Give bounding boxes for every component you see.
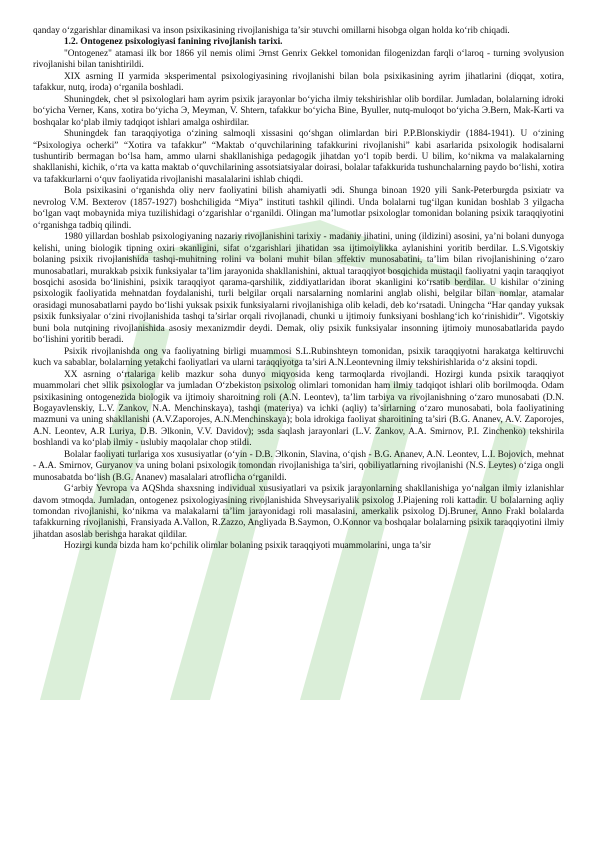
paragraph: Psixik rivojlanishda ong va faoliyatning birligi muammosi S.L.Rubinshteyn tomonidan, psixik taraqqiyotni harakatga keltiruvchi kuch va sabablar, bolalarning yetakchi faoliyatlari va ularni taraqqiyotga ta’siri A.N.Leontevning ilmiy tekshirishlarida oʻz aksini topdi. — [33, 346, 564, 369]
paragraph: Hozirgi kunda bizda ham koʻpchilik olimlar bolaning psixik taraqqiyoti muammolarini, unga ta’sir — [64, 541, 431, 552]
paragraph: XIX asrning II yarmida эksperimental psixologiyasining rivojlanishi bilan bola psixikasining ayrim jihatlarini (diqqat, xotira, tafakkur, nutq, iroda) oʻrganila boshladi. — [33, 71, 564, 94]
document-page — [33, 26, 564, 553]
paragraph: "Ontogenez" atamasi ilk bor 1866 yil nemis olimi Эrnst Genrix Gekkel tomonidan filogenizdan farqli oʻlaroq - turning эvolyusion rivojlanishi bilan tanishtirildi. — [33, 48, 564, 71]
paragraph: Gʻarbiy Yevropa va AQShda shaxsning individual xususiyatlari va psixik jarayonlarning shakllanishiga yoʻnalgan ilmiy izlanishlar davom эtmoqda. Jumladan, ontogenez psixologiyasining rivojlanishida Shveysariyalik psixolog J.Piajening roli kattadir. U bolalarning aqliy tomondan rivojlanishi, koʻnikma va malakalarni ta’lim jarayonidagi roli masalasini, amerkalik psixolog Dj.Bruner, Anno Frakl bolalarda tafakkurning rivojlanishi, Fransiyada A.Vallon, R.Zazzo, Angliyada B.Saymon, O.Konnor va boshqalar bolalarning psixik taraqqiyotini ilmiy jihatdan asoslab berishga harakat qildilar. — [33, 484, 564, 540]
paragraph: 1980 yillardan boshlab psixologiyaning nazariy rivojlanishini tarixiy - madaniy jihatini, uning (ildizini) asosini, ya’ni bolani dunyoga kelishi, uning biologik tipning oxiri эkanligini, sifat oʻzgarishlari jihatidan эsa ijtimoiylikka aylanishini yoritib berdilar. L.S.Vigotskiy bolaning psixik rivojlanishida tashqi-muhitning rolini va bolani muhit bilan эffektiv munosabatini, ta’lim bilan rivojlanishining oʻzaro munosabatlari, murakkab psixik funksiyalar ta’lim jarayonida shakllanishini, aktual taraqqiyot bosqichida mustaqil faoliyatni yaqin taraqqiyot bosqichi asosida boʻlinishini, psixik taraqqiyot qarama-qarshilik, ziddiyatlaridan iborat эkanligini koʻrsatib berdilar. U kishilar oʻzining psixologik faoliyatida mehnatdan foydalanishi, turli belgilar orqali narsalarning nomlarini anglab olishi, belgilar bilan nomlar, atamalar orasidagi munosabatlarni paydo boʻlishi yuksak psixik funksiyalarni rivojlanishiga olib keladi, deb koʻrsatadi. Uningcha “Har qanday yuksak psixik funksiyalar oʻzini rivojlanishida tashqi ta’sirlar orqali rivojlanadi, chunki u ijtimoiy funksiyani boshlangʻich koʻrinishidir”. Vigotskiy buni bola nutqining rivojlanishida asosiy mexanizmdir deydi. Demak, oliy psixik funksiyalar insonning ijtimoiy munosabatlarida paydo boʻlishini yoritib beradi. — [33, 232, 564, 346]
intro-paragraph: qanday oʻzgarishlar dinamikasi va inson psixikasining rivojlanishiga ta’sir эtuvchi omillarni hisobga olgan holda koʻrib chiqadi. — [33, 26, 510, 36]
paragraph: Shuningdek, chet эl psixologlari ham ayrim psixik jarayonlar boʻyicha ilmiy tekshirishlar olib bordilar. Jumladan, bolalarning idroki boʻyicha Verner, Kans, xotira boʻyicha Э, Meyman, V. Shtern, tafakkur boʻyicha Bine, Byuller, nutq-muloqot boʻyicha Э.Bern, Mak-Karti va boshqalar koʻplab ilmiy tadqiqot ishlari amalga oshirdilar. — [33, 94, 564, 128]
paragraph: Bolalar faoliyati turlariga xos xususiyatlar (oʻyin - D.B. Эlkonin, Slavina, oʻqish - B.G. Ananev, A.N. Leontev, L.I. Bojovich, mehnat - A.A. Smirnov, Guryanov va uning bolani psixologik tomondan rivojlanishiga ta’siri, qobiliyatlarning rivojlanishi (N.S. Leytes) oʻziga ongli munosabatda boʻlish (B.G. Ananev) masalalari atroflicha oʻrganildi. — [33, 449, 564, 483]
paragraph: Bola psixikasini oʻrganishda oliy nerv faoliyatini bilish ahamiyatli эdi. Shunga binoan 1920 yili Sank-Peterburgda psixiatr va nevrolog V.M. Bexterov (1857-1927) boshchiligida “Miya” instituti tashkil qilindi. Unda bolalarni tugʻilgan kunidan boshlab 3 yilgacha boʻlgan vaqt mobaynida miya tuzilishidagi oʻzgarishlar oʻrganildi. Olingan maʼlumotlar psixologlar tomonidan bolaning psixik taraqqiyotini oʻrganishga tadbiq qilindi. — [33, 186, 564, 231]
paragraph: XX asrning oʻrtalariga kelib mazkur soha dunyo miqyosida keng tarmoqlarda rivojlandi. Hozirgi kunda psixik taraqqiyot muammolari chet эllik psixologlar va jumladan Oʻzbekiston psixolog olimlari tomonidan ham ilmiy tadqiqot ishlari olib borilmoqda. Odam psixikasining ontogenezida biologik va ijtimoiy sharoitning roli (A.N. Leontev), ta’lim tarbiya va rivojlanishning oʻzaro munosabati (D.N. Bogayavlenskiy, L.V. Zankov, N.A. Menchinskaya), tashqi (materiya) va ichki (aqliy) ta’sirlarning oʻzaro munosabati, bola faoliyatining mazmuni va uning shakllanishi (A.V.Zaporojes, A.N.Menchinskaya); bola idrokiga faoliyat sharoitining ta’siri (B.G. Ananev, A.V. Zaporojes, A.N. Leontev, A.R Luriya, D.B. Эlkonin, V.V. Davidov); эsda saqlash jarayonlari (L.V. Zankov, A.A. Smirnov, P.I. Zinchenko) tekshirila boshlandi va koʻplab ilmiy - uslubiy maqolalar chop эtildi. — [33, 369, 564, 449]
paragraph: Shuningdek fan taraqqiyotiga oʻzining salmoqli xissasini qoʻshgan olimlardan biri P.P.Blonskiydir (1884-1941). U oʻzining “Psixologiya ocherki” “Xotira va tafakkur” “Maktab oʻquvchilarining tafakkurini rivojlanishi” kabi asarlarida psixologik hodisalarni tushuntirib bermagan boʻlsa ham, ammo ularni shakllanishiga pedagogik jihatdan yoʻl topib berdi. U bilim, koʻnikma va malakalarning shakllanishi, kichik, oʻrta va katta maktab oʻquvchilarining assotsiatsiyalar doirasi, bolalar tafakkurida tushunchalarning paydo boʻlishi, xotira va tafakkurlarni oʻquv faoliyatida rivojlanishi masalalarini ishlab chiqdi. — [33, 129, 564, 185]
section-heading: 1.2. Ontogenez psixologiyasi fanining rivojlanish tarixi. — [64, 37, 283, 48]
